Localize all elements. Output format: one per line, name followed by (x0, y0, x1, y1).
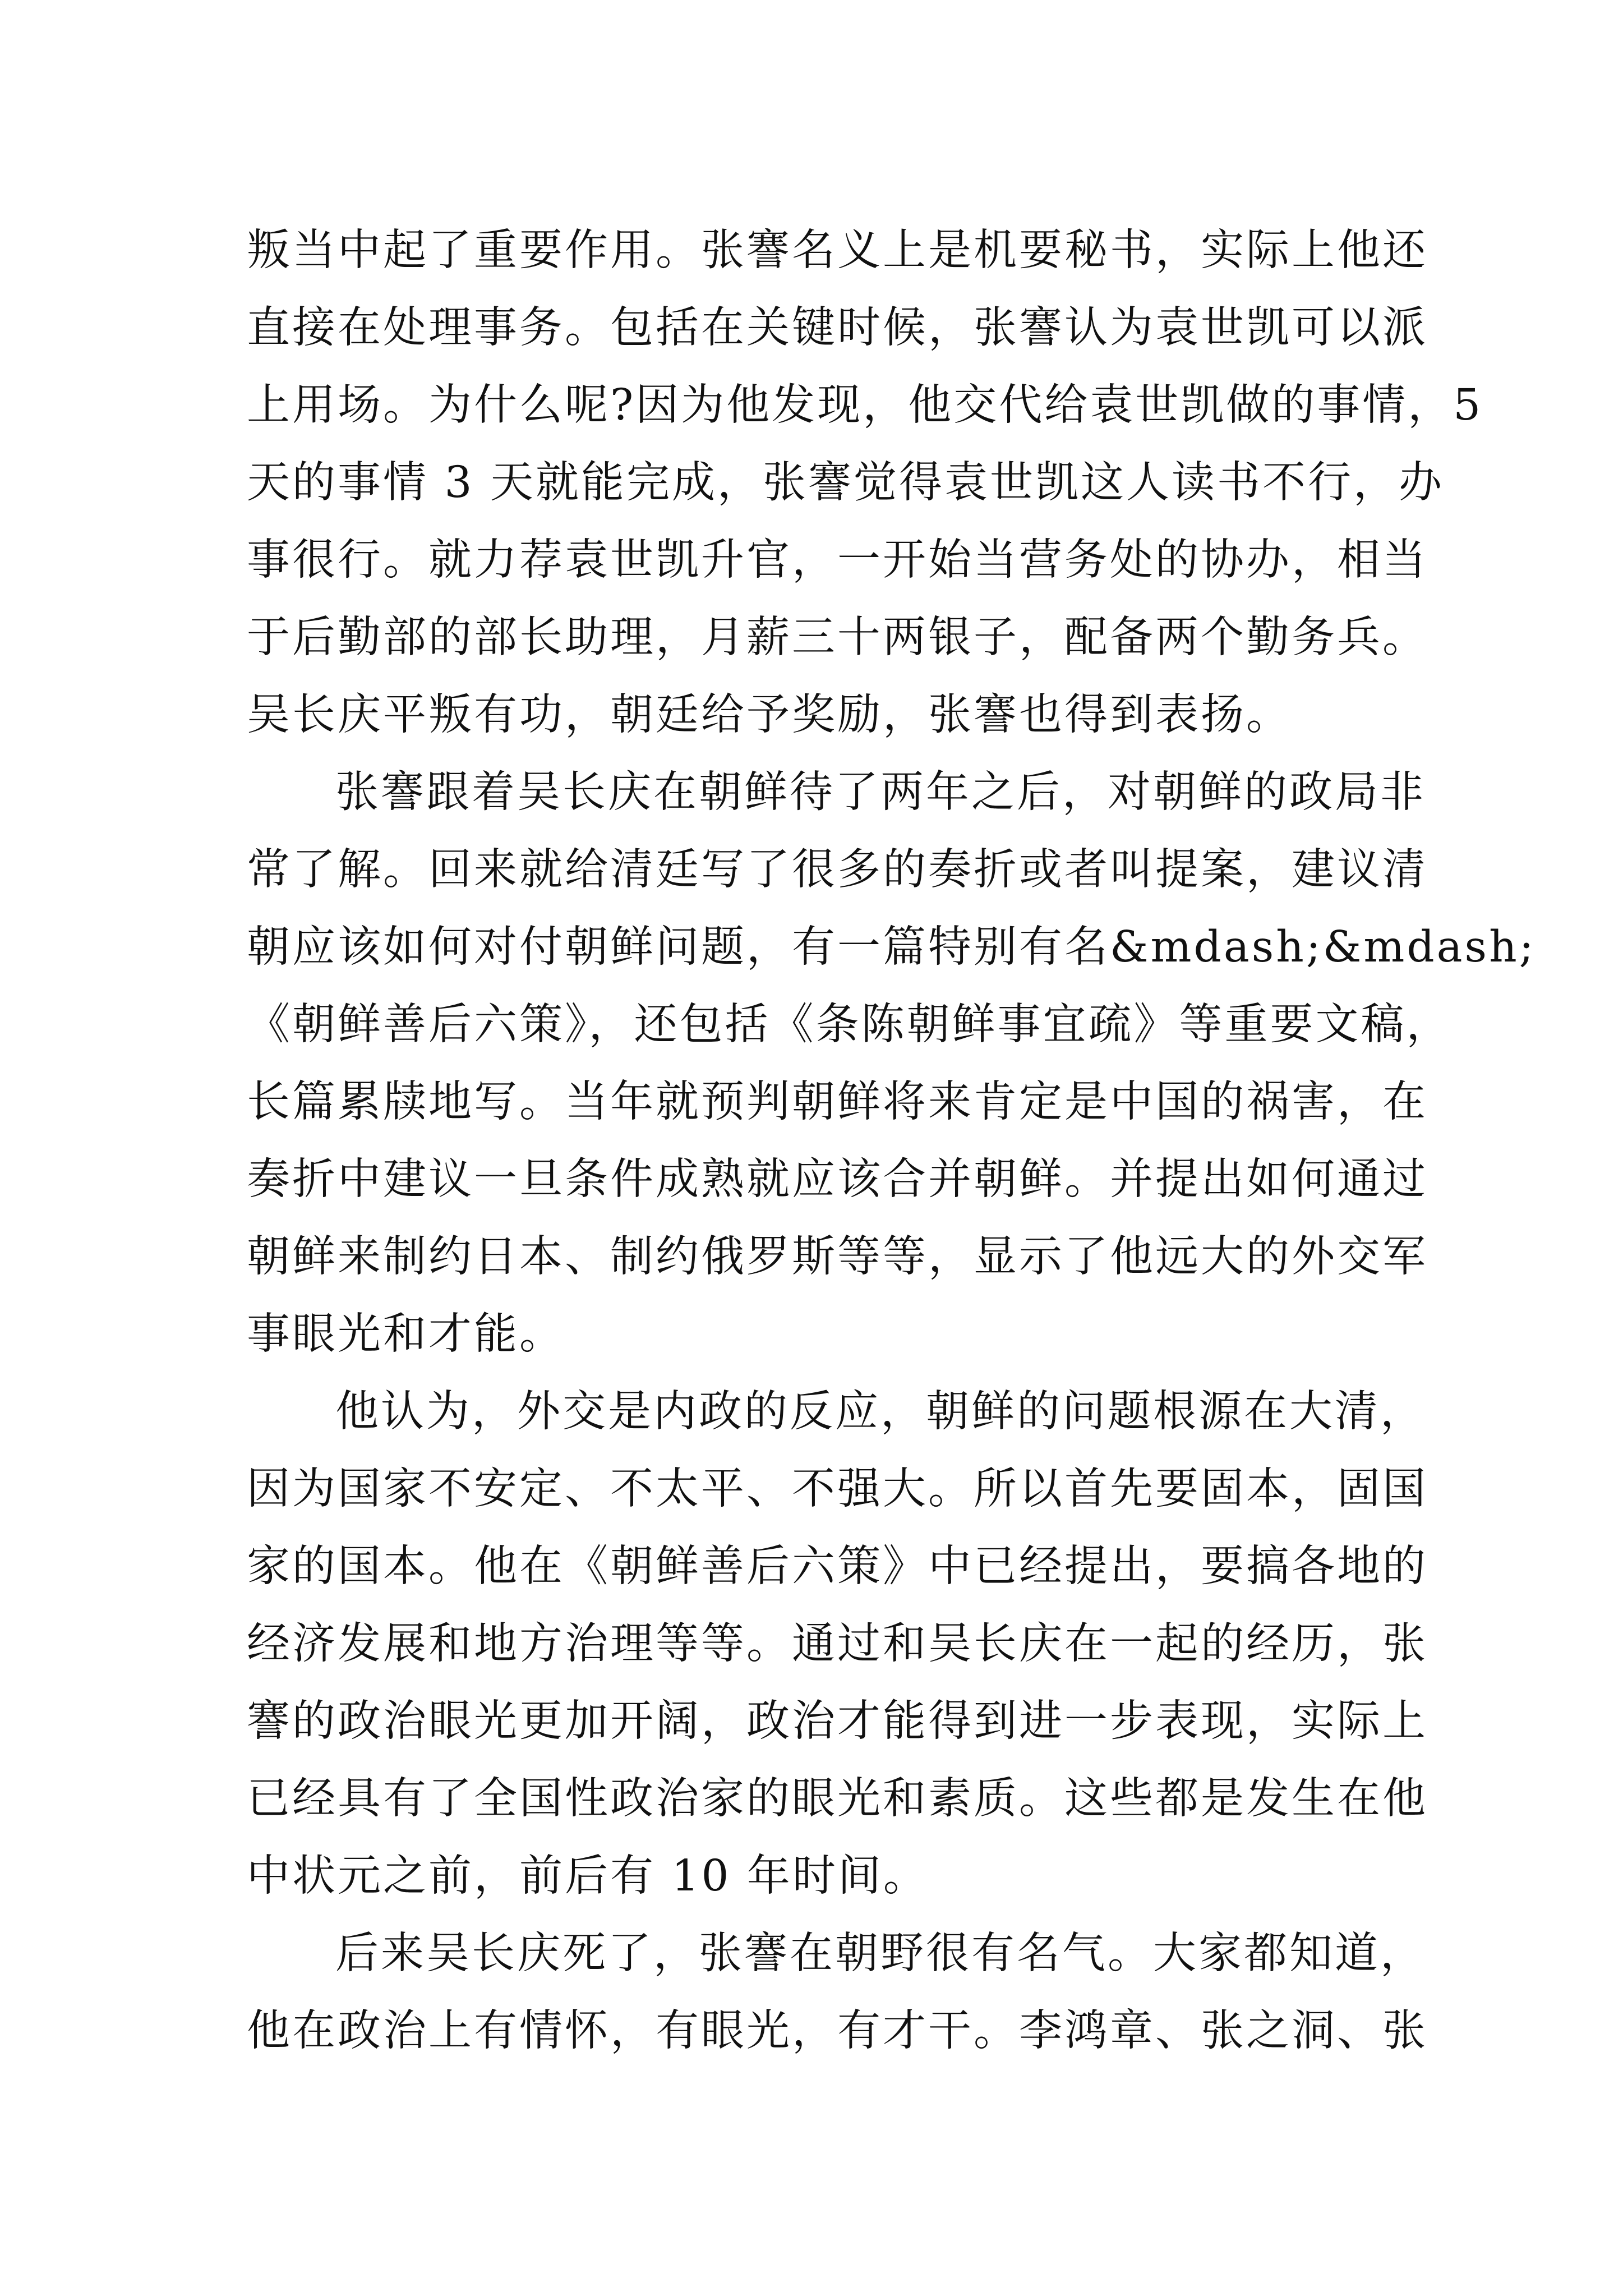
text-line: 叛当中起了重要作用。张謇名义上是机要秘书，实际上他还 (247, 226, 1428, 275)
text-line: 长篇累牍地写。当年就预判朝鲜将来肯定是中国的祸害，在 (247, 1077, 1428, 1127)
text-line: 奏折中建议一旦条件成熟就应该合并朝鲜。并提出如何通过 (247, 1154, 1428, 1204)
text-line: 朝应该如何对付朝鲜问题，有一篇特别有名&mdash;&mdash; (247, 922, 1536, 972)
text-line: 朝鲜来制约日本、制约俄罗斯等等，显示了他远大的外交军 (247, 1232, 1428, 1282)
text-line: 常了解。回来就给清廷写了很多的奏折或者叫提案，建议清 (247, 845, 1428, 895)
text-line: 他在政治上有情怀，有眼光，有才干。李鸿章、张之洞、张 (247, 2006, 1428, 2056)
text-line: 于后勤部的部长助理，月薪三十两银子，配备两个勤务兵。 (247, 613, 1428, 662)
body-text (247, 212, 1536, 2070)
text-line: 吴长庆平叛有功，朝廷给予奖励，张謇也得到表扬。 (247, 690, 1292, 740)
text-line: 家的国本。他在《朝鲜善后六策》中已经提出，要搞各地的 (247, 1542, 1428, 1591)
text-line: 《朝鲜善后六策》，还包括《条陈朝鲜事宜疏》等重要文稿， (247, 1000, 1452, 1050)
text-line: 謇的政治眼光更加开阔，政治才能得到进一步表现，实际上 (247, 1696, 1428, 1746)
text-line: 直接在处理事务。包括在关键时候，张謇认为袁世凯可以派 (247, 303, 1428, 353)
paragraph-first-line: 张謇跟着吴长庆在朝鲜待了两年之后，对朝鲜的政局非 (335, 767, 1426, 817)
text-line: 天的事情 3 天就能完成，张謇觉得袁世凯这人读书不行，办 (247, 458, 1444, 508)
text-line: 中状元之前，前后有 10 年时间。 (247, 1851, 929, 1901)
text-line: 事眼光和才能。 (247, 1309, 565, 1359)
paragraph-first-line: 他认为，外交是内政的反应，朝鲜的问题根源在大清， (335, 1387, 1426, 1437)
text-line: 上用场。为什么呢?因为他发现，他交代给袁世凯做的事情，5 (247, 380, 1483, 430)
text-line: 经济发展和地方治理等等。通过和吴长庆在一起的经历，张 (247, 1619, 1428, 1669)
text-line: 已经具有了全国性政治家的眼光和素质。这些都是发生在他 (247, 1774, 1428, 1824)
text-line: 事很行。就力荐袁世凯升官，一开始当营务处的协办，相当 (247, 535, 1428, 585)
text-line: 因为国家不安定、不太平、不强大。所以首先要固本，固国 (247, 1464, 1428, 1514)
paragraph-first-line: 后来吴长庆死了，张謇在朝野很有名气。大家都知道， (335, 1929, 1426, 1978)
